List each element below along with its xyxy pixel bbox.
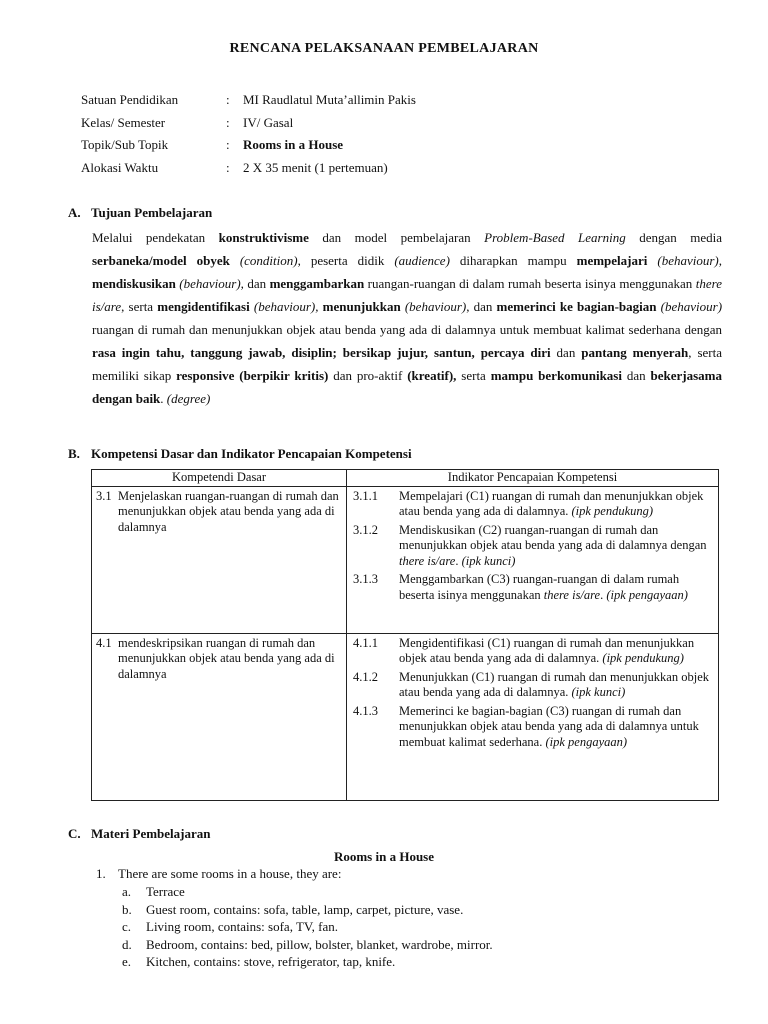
objective-text-segment <box>230 253 240 268</box>
identity-value: MI Raudlatul Muta’allimin Pakis <box>243 92 416 107</box>
objective-text-segment: responsive (berpikir kritis) <box>176 368 329 383</box>
section-b-heading <box>68 446 412 463</box>
objective-text-segment: , dan <box>466 299 497 314</box>
objective-text-segment: diharapkan mampu <box>449 253 577 268</box>
competency-number: 4.1 <box>96 635 112 650</box>
identity-label: Alokasi Waktu <box>81 159 159 175</box>
objective-text-segment: ruangan-ruangan di dalam rumah beserta isinya menggunakan <box>364 276 696 291</box>
indicator-text <box>399 489 714 520</box>
materi-intro-number: 1. <box>96 866 106 881</box>
identity-label: Topik/Sub Topik <box>81 137 169 152</box>
basic-competency-cell <box>92 633 347 800</box>
competency-text: Menjelaskan ruangan-ruangan di rumah dan menunjukkan objek atau benda yang ada di dalamnya <box>118 488 339 534</box>
header-indicators: Indikator Pencapaian Kompetensi <box>347 470 719 487</box>
indicator-number: 4.1.1 <box>353 635 378 650</box>
identity-value: Rooms in a House <box>243 137 344 152</box>
indicator-italic-term: there is/are <box>399 553 456 568</box>
identity-label: Kelas/ Semester <box>81 114 166 130</box>
indicator-level-note: (ipk pengayaan) <box>606 587 688 602</box>
indicator-level-note: (ipk pendukung) <box>602 651 684 665</box>
objective-text-segment: (degree) <box>166 391 211 406</box>
indicator-text <box>399 670 714 701</box>
objective-text-segment: , serta <box>121 299 158 314</box>
learning-objectives-paragraph <box>92 226 722 410</box>
objective-text-segment: pantang menyerah <box>581 345 689 360</box>
list-item-letter: d. <box>122 936 132 952</box>
materi-intro <box>96 866 341 883</box>
identity-colon: : <box>226 114 230 130</box>
objective-text-segment: mengidentifikasi <box>157 299 250 314</box>
identity-label: Satuan Pendidikan <box>81 92 179 107</box>
identity-row <box>81 92 416 115</box>
objective-text-segment: Problem-Based Learning <box>484 230 626 245</box>
objective-text-segment: (behaviour) <box>404 299 467 314</box>
indicator-number: 4.1.3 <box>353 703 378 718</box>
objective-text-segment: konstruktivisme <box>218 230 309 245</box>
list-item-letter: a. <box>122 884 132 899</box>
identity-value: IV/ Gasal <box>243 114 294 130</box>
objective-text-segment: (audience) <box>394 253 450 268</box>
objective-text-segment: mampu berkomunikasi <box>490 368 622 383</box>
objective-text-segment: (behaviour), <box>253 299 319 314</box>
indicator-item <box>353 670 714 701</box>
competency-text: mendeskripsikan ruangan di rumah dan menunjukkan objek atau benda yang ada di dalamnya <box>118 635 335 681</box>
objective-text-segment: mempelajari <box>576 253 648 268</box>
indicator-number: 4.1.2 <box>353 669 378 684</box>
indicator-description: Menggambarkan (C3) ruangan-ruangan di dalam rumah beserta isinya menggunakan <box>399 572 680 602</box>
indicator-level-note: (ipk pengayaan) <box>545 734 628 749</box>
indicator-description: Mempelajari (C1) ruangan di rumah dan menunjukkan objek atau benda yang ada di dalamnya. <box>399 488 704 518</box>
header-basic-competency: Kompetendi Dasar <box>92 470 347 487</box>
objective-text-segment: mendiskusikan <box>92 276 176 291</box>
objective-text-segment: (behaviour), <box>179 276 244 291</box>
indicator-italic-term: there is/are <box>543 587 601 602</box>
materi-intro-text: There are some rooms in a house, they are: <box>118 866 342 881</box>
objective-text-segment: (kreatif), <box>407 368 457 383</box>
indicator-punctuation: . <box>600 587 604 602</box>
identity-row <box>81 115 416 138</box>
table-row <box>92 486 719 633</box>
objective-text-segment: menunjukkan <box>322 299 401 314</box>
objective-text-segment: Melalui pendekatan <box>92 230 219 245</box>
indicator-description: Menunjukkan (C1) ruangan di rumah dan menunjukkan objek atau benda yang ada di dalamnya. <box>399 669 709 699</box>
indicator-description: Memerinci ke bagian-bagian (C3) ruangan di rumah dan menunjukkan objek atau benda yang ada di dalamnya untuk membuat kalimat sederhana. <box>399 703 699 749</box>
document-title: RENCANA PELAKSANAAN PEMBELAJARAN <box>229 41 539 56</box>
objective-text-segment: , <box>718 253 722 268</box>
objective-text-segment: dengan media <box>625 230 723 245</box>
table-header-row <box>92 470 719 487</box>
objective-text-segment: . <box>160 391 167 406</box>
indicator-item <box>353 704 714 751</box>
identity-row <box>81 137 416 160</box>
indicator-item <box>353 523 714 570</box>
indicator-item <box>353 489 714 520</box>
room-list <box>122 884 493 972</box>
indicator-description: Mendiskusikan (C2) ruangan-ruangan di rumah dan menunjukkan objek atau benda yang ada di dalamnya dengan <box>399 522 707 552</box>
objective-text-segment: serbaneka/model obyek <box>92 253 230 268</box>
section-a-title: Tujuan Pembelajaran <box>91 205 213 220</box>
competency-number: 3.1 <box>96 488 112 503</box>
indicator-level-note: (ipk pendukung) <box>571 504 654 518</box>
table-row <box>92 633 719 800</box>
indicator-number: 3.1.2 <box>353 522 378 537</box>
indicator-punctuation: . <box>455 553 459 568</box>
list-item <box>122 954 493 972</box>
objective-text-segment: rasa ingin tahu, tanggung jawab, disiplin; bersikap jujur, santun, percaya diri <box>92 345 551 360</box>
identity-colon: : <box>226 159 230 175</box>
objective-text-segment: dan <box>243 276 270 291</box>
list-item-text: Terrace <box>146 884 185 899</box>
indicator-item <box>353 636 714 667</box>
indicator-level-note: (ipk kunci) <box>571 685 626 699</box>
objective-text-segment: , serta memiliki sikap <box>92 345 723 383</box>
list-item-letter: e. <box>122 954 132 969</box>
list-item-letter: b. <box>122 901 132 917</box>
objective-text-segment: (behaviour) <box>660 299 723 314</box>
objective-text-segment: there is/are <box>92 276 722 314</box>
objective-text-segment: dan <box>621 368 651 383</box>
list-item-text: Guest room, contains: sofa, table, lamp, carpet, picture, vase. <box>146 901 464 917</box>
section-c-letter: C. <box>68 826 81 841</box>
objective-text-segment <box>647 253 657 268</box>
indicator-cell <box>347 633 719 800</box>
objective-text-segment: memerinci ke bagian-bagian <box>496 299 657 314</box>
objective-text-segment: dan <box>550 345 582 360</box>
materi-title: Rooms in a House <box>333 849 435 864</box>
indicator-text <box>399 704 714 751</box>
list-item-text: Kitchen, contains: stove, refrigerator, tap, knife. <box>146 954 396 969</box>
objective-text-segment: serta <box>456 368 491 383</box>
indicator-number: 3.1.1 <box>353 488 378 503</box>
identity-row <box>81 160 416 183</box>
identity-block <box>81 92 416 182</box>
basic-competency <box>96 489 342 536</box>
basic-competency <box>96 636 342 683</box>
section-b-title: Kompetensi Dasar dan Indikator Pencapaian Kompetensi <box>91 446 412 461</box>
objective-text-segment: ruangan di rumah dan menunjukkan objek atau benda yang ada di dalamnya untuk membuat kalimat sederhana dengan <box>92 322 722 337</box>
indicator-text <box>399 636 714 667</box>
objective-text-segment: dan pro-aktif <box>328 368 408 383</box>
identity-value: 2 X 35 menit (1 pertemuan) <box>243 159 388 175</box>
section-a-letter: A. <box>68 205 81 220</box>
list-item <box>122 919 493 937</box>
section-a-heading <box>68 205 212 222</box>
list-item-text: Living room, contains: sofa, TV, fan. <box>146 919 338 934</box>
list-item-text: Bedroom, contains: bed, pillow, bolster, blanket, wardrobe, mirror. <box>146 936 493 952</box>
objective-text-segment: menggambarkan <box>269 276 365 291</box>
indicator-description: Mengidentifikasi (C1) ruangan di rumah dan menunjukkan objek atau benda yang ada di dalamnya. <box>399 635 695 665</box>
indicator-text <box>399 572 714 603</box>
indicator-number: 3.1.3 <box>353 572 378 586</box>
list-item <box>122 902 493 920</box>
list-item-letter: c. <box>122 919 132 934</box>
objective-text-segment: dan model pembelajaran <box>308 230 485 245</box>
identity-colon: : <box>226 92 230 107</box>
competency-table <box>91 469 719 801</box>
identity-colon: : <box>226 137 230 152</box>
section-c-heading <box>68 826 210 843</box>
objective-text-segment: bekerjasama dengan baik <box>92 368 722 406</box>
objective-text-segment: (behaviour) <box>657 253 719 268</box>
objective-text-segment: (condition) <box>239 253 298 268</box>
indicator-level-note: (ipk kunci) <box>461 553 516 568</box>
section-b-letter: B. <box>68 446 80 461</box>
indicator-item <box>353 572 714 603</box>
indicator-cell <box>347 486 719 633</box>
section-c-title: Materi Pembelajaran <box>91 826 211 841</box>
indicator-text <box>399 523 714 570</box>
list-item <box>122 884 493 902</box>
list-item <box>122 937 493 955</box>
objective-text-segment: , peserta didik <box>297 253 395 268</box>
basic-competency-cell <box>92 486 347 633</box>
